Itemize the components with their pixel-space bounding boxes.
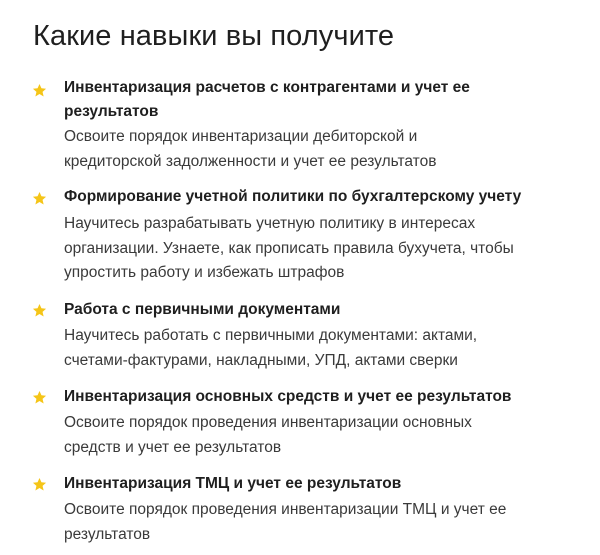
star-icon [32,477,47,492]
star-icon [32,390,47,405]
skill-title [64,472,579,496]
skill-title-line: результатов [64,103,159,120]
skill-desc-line: Освоите порядок проведения инвентаризации ТМЦ и учет ее [64,501,507,518]
skill-description [64,324,584,373]
skill-title-line: Инвентаризация основных средств и учет ее результатов [64,388,512,405]
skill-title [64,385,579,409]
star-icon [32,191,47,206]
skill-desc-line: Освоите порядок инвентаризации дебиторской и [64,128,418,145]
skill-description [64,411,584,460]
skill-desc-line: кредиторской задолженности и учет ее результатов [64,152,437,170]
skill-title [64,185,579,209]
skill-desc-line: Научитесь разрабатывать учетную политику в интересах [64,215,476,232]
page-title: Какие навыки вы получите [33,20,395,52]
skill-title [64,76,579,124]
star-icon [32,83,47,98]
skill-desc-line: результатов [64,525,151,543]
skill-title-line: Работа с первичными документами [64,301,341,318]
skill-title-line: Формирование учетной политики по бухгалтерскому учету [64,188,522,205]
skill-description [64,212,584,286]
skill-title-line: Инвентаризация расчетов с контрагентами и учет ее [64,79,470,96]
skill-title [64,298,579,322]
skill-desc-line: Освоите порядок проведения инвентаризации основных [64,414,472,431]
skill-description [64,125,584,174]
skill-description [64,498,584,547]
skill-desc-line: Научитесь работать с первичными документами: актами, [64,327,478,344]
skill-title-line: Инвентаризация ТМЦ и учет ее результатов [64,475,402,492]
star-icon [32,303,47,318]
skill-desc-line: упростить работу и избежать штрафов [64,264,345,281]
skill-desc-line: организации. Узнаете, как прописать правила бухучета, чтобы [64,239,514,257]
skill-desc-line: счетами-фактурами, накладными, УПД, актами сверки [64,351,458,369]
skill-desc-line: средств и учет ее результатов [64,438,282,456]
